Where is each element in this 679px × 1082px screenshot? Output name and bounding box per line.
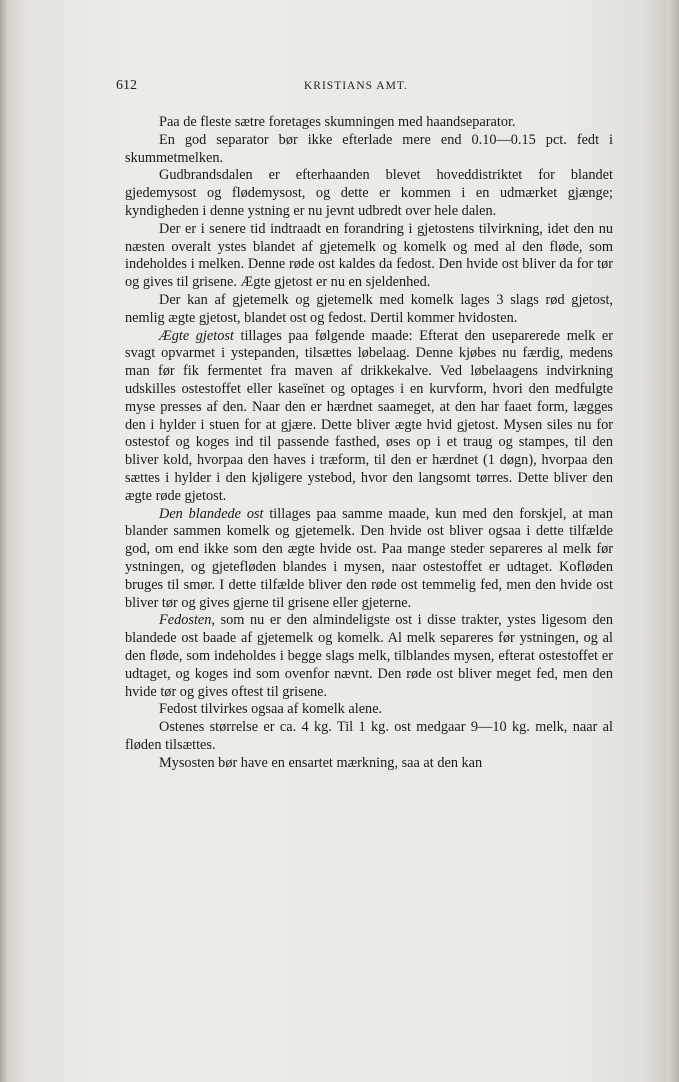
- paragraph-text: Der er i senere tid indtraadt en forandring i gjetostens tilvirkning, idet den nu næsten overalt ystes blandet af gjetemelk og komelk og med al den fløde, som indeholdes i melken. Denne røde ost kaldes da fedost. Den hvide ost bliver da for tør og gives til grisene. Ægte gjetost er nu en sjeldenhed.: [125, 220, 613, 291]
- paragraph-1: [125, 114, 613, 132]
- paragraph-text: Gudbrandsdalen er efterhaanden blevet hoveddistriktet for blandet gjedemysost og flødemysost, og dette er kommen i en udmærket gjænge; kyndigheden i denne ystning er nu jevnt udbredt over hele dalen.: [125, 167, 613, 219]
- paragraph-3: [125, 167, 613, 220]
- paragraph-text: Ostenes størrelse er ca. 4 kg. Til 1 kg. ost medgaar 9—10 kg. melk, naar al fløden tilsættes.: [125, 719, 613, 753]
- paragraph-5: [125, 292, 613, 328]
- italic-lead-aegte-gjetost: Ægte gjetost: [159, 327, 234, 344]
- paragraph-11: [125, 755, 613, 773]
- paragraph-7: [125, 506, 613, 613]
- paragraph-4: [125, 221, 613, 292]
- body-text: [125, 114, 613, 772]
- paragraph-text: Paa de fleste sætre foretages skumningen med haandseparator.: [159, 114, 516, 130]
- paragraph-8: [125, 612, 613, 701]
- paragraph-text: tillages paa samme maade, kun med den forskjel, at man blander sammen komelk og gjetemelk. Den hvide ost bliver ogsaa i dette tilfælde god, om end ikke som den ægte hvide ost. Paa mange steder separeres al melk før ystningen, og gjetefløden blandes i mysen, naar ostestoffet er udtaget. Kofløden bruges til smør. I dette tilfælde bliver den røde ost temmelig fed, men den hvide ost bliver tør og gives gjerne til grisene eller gjeterne.: [125, 505, 613, 611]
- paragraph-6: [125, 328, 613, 506]
- paragraph-text: En god separator bør ikke efterlade mere end 0.10—0.15 pct. fedt i skummetmelken.: [125, 131, 613, 166]
- italic-lead-blandede-ost: Den blandede ost: [159, 505, 264, 522]
- paragraph-text: Mysosten bør have en ensartet mærkning, saa at den kan: [159, 754, 483, 771]
- paragraph-text: tillages paa følgende maade: Efterat den useparerede melk er svagt opvarmet i ystepanden, tilsættes løbelaag. Denne kjøbes nu færdig, medens man før fik fermentet fra maven af drikkekalve. Ved løbelaagens indvirkning udskilles ostestoffet eller kaseïnet og optages i en kurvform, hvori den medfulgte myse presses af den. Naar den er hærdnet saameget, at den har faaet form, lægges den i hylder i stuen for at gjære. Dette bliver ægte hvid gjetost. Mysen siles nu for ostestof og koges ind til passende fasthed, øses op i et traug og stampes, til den bliver kold, hvorpaa den haves i træform, til den er hærdnet (1 døgn), hvorpaa den sættes i hylder i den kjøligere ystebod, hvor den langsomt tørres. Dette bliver den ægte røde gjetost.: [125, 327, 613, 504]
- page-edge-left: [0, 0, 8, 1082]
- paragraph-text: Fedost tilvirkes ogsaa af komelk alene.: [159, 701, 383, 718]
- paragraph-text: som nu er den almindeligste ost i disse trakter, ystes ligesom den blandede ost baade af gjetemelk og komelk. Al melk separeres før ystningen, og al den fløde, som indeholdes i begge slags melk, tilblandes mysen, efterat ostestoffet er udtaget, og koges ind som ovenfor nævnt. Den røde ost bliver meget fed, men den hvide tør og gives oftest til grisene.: [125, 612, 613, 700]
- paragraph-text: Der kan af gjetemelk og gjetemelk med komelk lages 3 slags rød gjetost, nemlig ægte gjetost, blandet ost og fedost. Dertil kommer hvidosten.: [125, 291, 613, 326]
- page-number: 612: [116, 78, 137, 93]
- paragraph-9: [125, 701, 613, 719]
- italic-lead-fedosten: Fedosten,: [159, 612, 215, 629]
- page-header: [116, 78, 612, 98]
- page-edge-right: [667, 0, 679, 1082]
- paragraph-2: [125, 132, 613, 168]
- running-head: KRISTIANS AMT.: [304, 80, 408, 92]
- paragraph-10: [125, 719, 613, 755]
